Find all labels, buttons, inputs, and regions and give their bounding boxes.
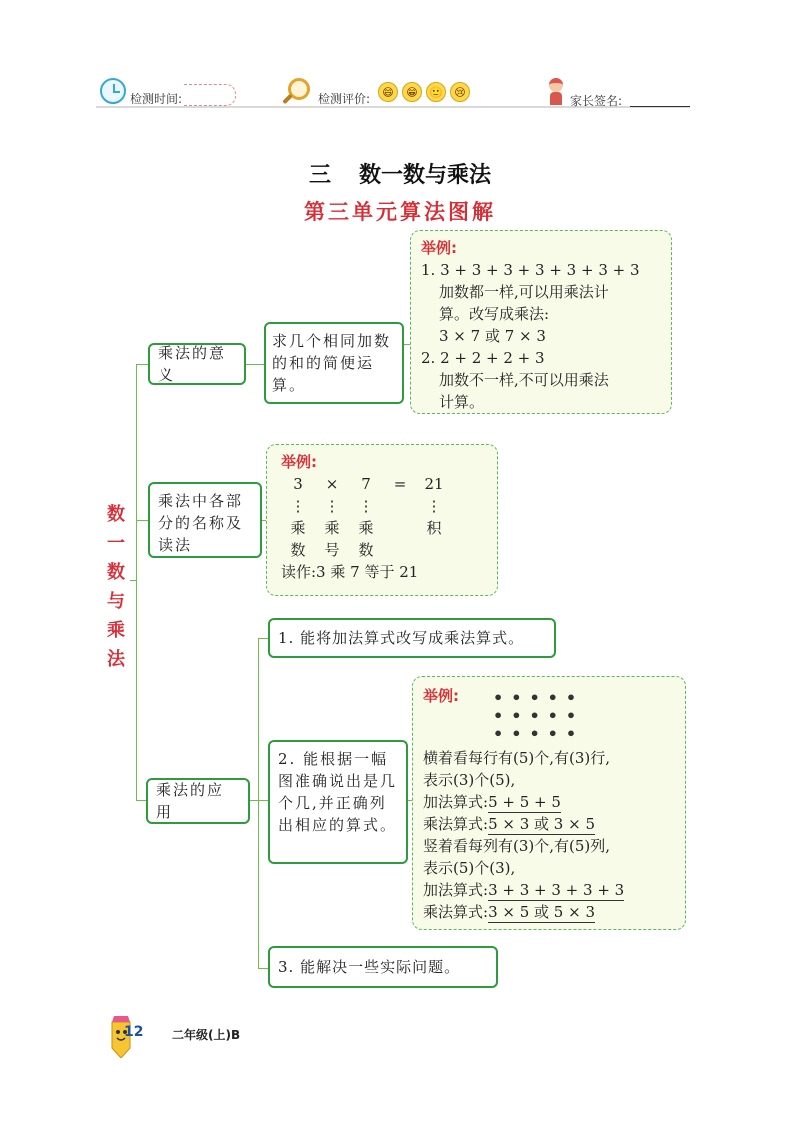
example-line	[423, 791, 675, 813]
crying-face-icon[interactable]: 😢	[450, 82, 470, 102]
name-row	[281, 539, 487, 561]
formula-label: 乘法算式:	[423, 903, 489, 921]
chapter-name: 数一数与乘法	[359, 163, 492, 188]
smiling-face-icon[interactable]: 🙂	[426, 82, 446, 102]
name-cell	[383, 517, 417, 539]
name-cell: 乘	[324, 519, 340, 537]
application-bracket	[258, 638, 259, 968]
example-line	[423, 879, 675, 901]
equation-cell: =	[393, 475, 407, 493]
time-label: 检测时间:	[130, 92, 183, 106]
connector-application-items	[250, 800, 258, 801]
child-head	[549, 78, 563, 92]
header-bar	[96, 66, 690, 118]
node-label: 乘法中各部分的名称及读法	[158, 492, 244, 554]
equation-cell: ×	[325, 475, 339, 493]
example-line: 1. 3 + 3 + 3 + 3 + 3 + 3 + 3	[421, 261, 640, 279]
name-cell: 数	[290, 541, 306, 559]
item-text: 1. 能将加法算式改写成乘法算式。	[278, 629, 525, 647]
example-line: 加数都一样,可以用乘法计	[439, 283, 609, 301]
example-line: 加数不一样,不可以用乘法	[439, 371, 609, 389]
formula-value: 5 × 3 或 3 × 5	[488, 815, 595, 833]
dot-row: •••••	[493, 688, 585, 707]
example-line: 计算。	[439, 393, 485, 411]
signature-line[interactable]	[630, 106, 690, 107]
connector-item1	[258, 638, 268, 639]
name-cell: 乘	[290, 519, 306, 537]
magnifier-icon	[288, 78, 310, 100]
page-title	[0, 158, 800, 189]
connector-item3	[258, 968, 268, 969]
pointer-cell: ⋮	[426, 497, 442, 515]
name-cell: 号	[324, 541, 340, 559]
child-body	[550, 92, 562, 105]
example-box-application	[412, 676, 686, 930]
example-heading: 举例:	[421, 239, 457, 257]
pointer-cell: ⋮	[358, 497, 374, 515]
topic-char: 乘	[107, 620, 125, 641]
application-item-3	[268, 946, 498, 988]
pointer-cell: ⋮	[324, 497, 340, 515]
node-multiplication-meaning	[148, 343, 246, 385]
page-number: 12	[124, 1024, 144, 1040]
pointer-row	[281, 495, 487, 517]
example-heading: 举例:	[423, 687, 459, 705]
example-line	[423, 901, 675, 923]
parent-signature-label: 家长签名:	[570, 94, 623, 108]
equation-row	[281, 473, 487, 495]
name-cell	[383, 539, 417, 561]
grinning-face-icon[interactable]: 😁	[402, 82, 422, 102]
formula-label: 加法算式:	[423, 793, 489, 811]
connector-application	[136, 800, 146, 801]
name-row	[281, 517, 487, 539]
application-item-1	[268, 618, 556, 658]
pointer-cell: ⋮	[290, 497, 306, 515]
child-icon	[546, 78, 566, 106]
topic-char: 一	[107, 533, 125, 554]
example-box-meaning	[410, 230, 672, 414]
evaluation-label: 检测评价:	[318, 92, 371, 106]
example-line: 2. 2 + 2 + 2 + 3	[421, 349, 545, 367]
example-line: 算。改写成乘法:	[439, 305, 550, 323]
formula-value: 5 + 5 + 5	[488, 793, 561, 811]
connector-topic	[130, 580, 136, 581]
connector-item2	[258, 800, 268, 801]
reading-line: 读作:3 乘 7 等于 21	[281, 563, 419, 581]
connector-meaning	[136, 364, 148, 365]
formula-label: 加法算式:	[423, 881, 489, 899]
application-item-2	[268, 740, 408, 864]
topic-char: 法	[107, 649, 125, 670]
example-line: 表示(3)个(5),	[423, 771, 516, 789]
time-field[interactable]	[184, 84, 236, 106]
name-cell: 数	[358, 541, 374, 559]
equation-cell: 3	[293, 475, 303, 493]
equation-cell: 21	[424, 475, 444, 493]
connector-parts	[136, 520, 148, 521]
node-meaning-detail	[264, 322, 404, 404]
connector-meaning-detail	[246, 364, 264, 365]
topic-char: 数	[107, 562, 125, 583]
dot-row: •••••	[493, 724, 585, 743]
example-box-parts	[266, 444, 498, 596]
node-multiplication-parts	[148, 482, 262, 558]
item-text: 2. 能根据一幅图准确说出是几个几,并正确列出相应的算式。	[278, 750, 398, 834]
section-subtitle: 第三单元算法图解	[304, 199, 496, 224]
topic-char: 与	[107, 591, 125, 612]
topic-label	[102, 500, 130, 674]
example-line	[423, 813, 675, 835]
dot-array	[493, 689, 584, 743]
dot-row: •••••	[493, 706, 585, 725]
example-heading: 举例:	[281, 453, 317, 471]
name-cell	[417, 539, 451, 561]
example-line: 3 × 7 或 7 × 3	[439, 327, 546, 345]
example-line: 横着看每行有(5)个,有(3)行,	[423, 749, 611, 767]
formula-value: 3 + 3 + 3 + 3 + 3	[488, 881, 625, 899]
item-text: 3. 能解决一些实际问题。	[278, 958, 461, 976]
example-line: 竖着看每列有(3)个,有(5)列,	[423, 837, 611, 855]
detail-text: 求几个相同加数的和的简便运算。	[272, 332, 392, 394]
pointer-cell	[383, 495, 417, 517]
example-line: 表示(5)个(3),	[423, 859, 516, 877]
name-cell: 积	[426, 519, 442, 537]
trunk-connector	[136, 364, 137, 800]
clock-icon	[100, 78, 126, 104]
laughing-face-icon[interactable]: 😄	[378, 82, 398, 102]
grade-label: 二年级(上)B	[172, 1028, 241, 1042]
equation-cell: 7	[361, 475, 371, 493]
topic-char: 数	[107, 504, 125, 525]
node-label: 乘法的意义	[158, 344, 227, 384]
formula-label: 乘法算式:	[423, 815, 489, 833]
formula-value: 3 × 5 或 5 × 3	[488, 903, 595, 921]
chapter-number: 三	[308, 163, 331, 188]
name-cell: 乘	[358, 519, 374, 537]
node-label: 乘法的应用	[156, 781, 225, 821]
node-multiplication-application	[146, 778, 250, 824]
